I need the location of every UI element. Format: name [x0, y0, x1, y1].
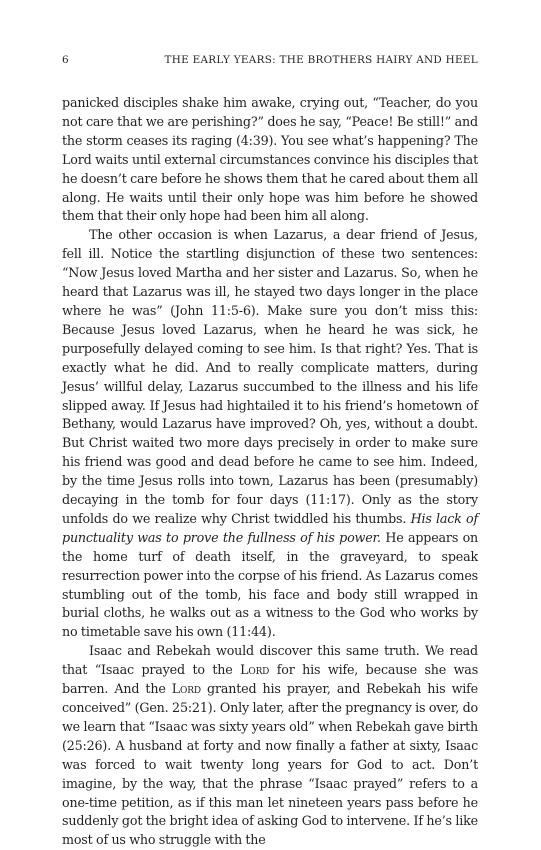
- body-text: [62, 94, 478, 850]
- paragraph-storm: [62, 94, 478, 226]
- running-header: [62, 54, 478, 70]
- running-title: THE EARLY YEARS: THE BROTHERS HAIRY AND HEEL: [164, 54, 478, 66]
- paragraph-text: Isaac and Rebekah would discover this same truth. We read that “Isaac prayed to the: [62, 643, 478, 678]
- book-page: [62, 54, 478, 850]
- italic-emphasis: His lack of punctuality was to prove the fullness of his power.: [62, 510, 479, 545]
- paragraph-lazarus: [62, 226, 478, 642]
- page-number: 6: [62, 54, 69, 66]
- small-caps-lord: Lord: [240, 662, 270, 678]
- small-caps-lord: Lord: [171, 681, 201, 697]
- paragraph-text: for his wife, because she was barren. And the: [62, 662, 479, 697]
- paragraph-text: panicked disciples shake him awake, crying out, “Teacher, do you not care that we are perishing?” does he say, “Peace! Be still!” and the storm ceases its raging (4:39). You see what’s happening? The Lord waits until external circumstances convince his disciples that he doesn’t care before he shows them that he cared about them all along. He waits until their only hope was him before he showed them that their only hope had been him all along.: [62, 95, 478, 224]
- paragraph-text: granted his prayer, and Rebekah his wife conceived” (Gen. 25:21). Only later, after the pregnancy is over, do we learn that “Isaac was sixty years old” when Rebekah gave birth (25:26). A husband at forty and now finally a father at sixty, Isaac was forced to wait twenty long years for God to act. Don’t imagine, by the way, that the phrase “Isaac prayed” refers to a one-time petition, as if this man let nineteen years pass before he suddenly got the bright idea of asking God to intervene. If he’s like most of us who struggle with the: [62, 681, 478, 848]
- paragraph-text: The other occasion is when Lazarus, a dear friend of Jesus, fell ill. Notice the startling disjunction of these two sentences: “Now Jesus loved Martha and her sister and Lazarus. So, when he heard that Lazarus was ill, he stayed two days longer in the place where he was” (John 11:5-6). Make sure you don’t miss this: Because Jesus loved Lazarus, when he heard he was sick, he purposefully delayed coming to see him. Is that right? Yes. That is exactly what he did. And to really complicate matters, during Jesus’ willful delay, Lazarus succumbed to the illness and his life slipped away. If Jesus had hightailed it to his friend’s hometown of Bethany, would Lazarus have improved? Oh, yes, without a doubt. But Christ waited two more days precisely in order to make sure his friend was good and dead before he came to see him. Indeed, by the time Jesus rolls into town, Lazarus has been (presumably) decaying in the tomb for four days (11:17). Only as the story unfolds do we realize why Christ twiddled his thumbs.: [62, 227, 478, 526]
- paragraph-text: He appears on the home turf of death itself, in the graveyard, to speak resurrection power into the corpse of his friend. As Lazarus comes stumbling out of the tomb, his face and body still wrapped in burial cloths, he walks out as a witness to the God who works by no timetable save his own (11:44).: [62, 529, 479, 640]
- paragraph-isaac-rebekah: [62, 642, 478, 850]
